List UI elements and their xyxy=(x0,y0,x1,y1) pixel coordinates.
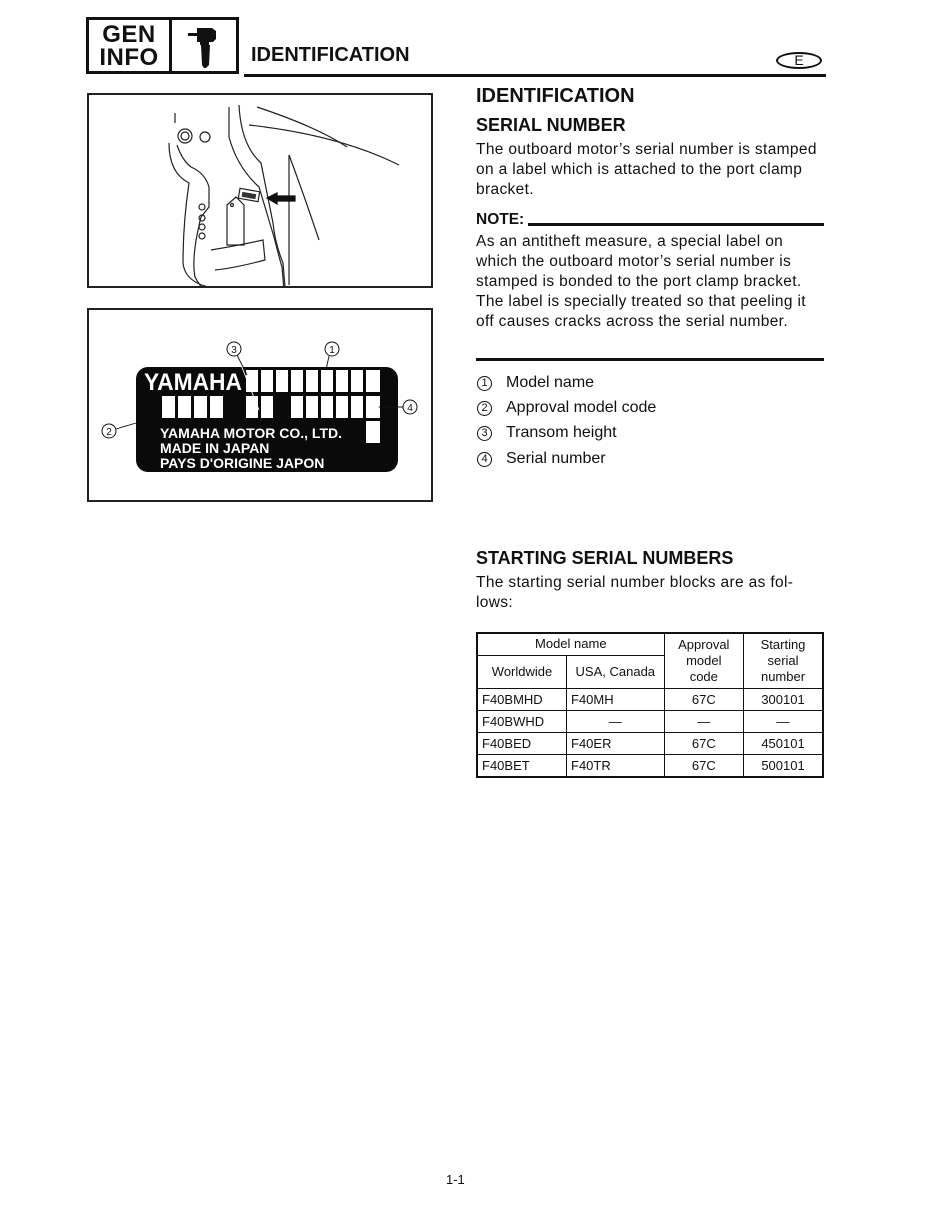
header-text: serial xyxy=(767,652,799,668)
cell-approval-code: — xyxy=(664,710,743,732)
svg-text:MADE IN JAPAN: MADE IN JAPAN xyxy=(160,440,270,456)
cell-starting-serial: 500101 xyxy=(744,754,823,777)
cell-worldwide: F40BET xyxy=(477,754,567,777)
outboard-motor-icon xyxy=(175,20,236,71)
cell-worldwide: F40BMHD xyxy=(477,688,567,710)
svg-text:2: 2 xyxy=(106,427,112,438)
cell-usa-canada: F40ER xyxy=(567,732,665,754)
header-starting-serial-number xyxy=(744,633,823,688)
header-worldwide: Worldwide xyxy=(477,655,567,688)
legend-label: Transom height xyxy=(506,424,617,441)
callout-number-icon: 2 xyxy=(477,401,492,416)
page-number: 1-1 xyxy=(446,1172,465,1187)
starting-serial-text xyxy=(476,573,824,613)
legend-item xyxy=(477,450,777,468)
legend-label: Model name xyxy=(506,374,595,391)
legend-item xyxy=(477,374,777,392)
svg-text:4: 4 xyxy=(407,403,413,414)
table-row xyxy=(477,754,823,777)
callout-number-icon: 1 xyxy=(477,376,492,391)
svg-text:YAMAHA: YAMAHA xyxy=(144,369,242,396)
note-text: As an antitheft measure, a special label on which the outboard motor’s serial number is stamped is bonded to the port clamp bracket. The label is specially treated so that peeling it off causes cracks across the serial number. xyxy=(476,233,806,330)
legend-label: Serial number xyxy=(506,450,606,467)
table-row xyxy=(477,732,823,754)
legend-item xyxy=(477,399,777,417)
svg-text:PAYS D'ORIGINE JAPON: PAYS D'ORIGINE JAPON xyxy=(160,455,325,471)
header-text: number xyxy=(760,668,806,684)
callout-number-icon: 4 xyxy=(477,452,492,467)
cell-starting-serial: 450101 xyxy=(744,732,823,754)
table-row xyxy=(477,688,823,710)
cell-approval-code: 67C xyxy=(664,732,743,754)
svg-text:YAMAHA MOTOR CO., LTD.: YAMAHA MOTOR CO., LTD. xyxy=(160,425,342,441)
table-header-row xyxy=(477,633,823,655)
legend-label: Approval model code xyxy=(506,399,657,416)
header-text: Approval xyxy=(678,636,730,652)
cell-usa-canada: — xyxy=(567,710,665,732)
cell-worldwide: F40BED xyxy=(477,732,567,754)
cell-starting-serial: — xyxy=(744,710,823,732)
svg-text:1: 1 xyxy=(329,345,335,356)
serial-label-figure xyxy=(87,308,433,502)
legend-item xyxy=(477,424,777,442)
starting-serial-heading: STARTING SERIAL NUMBERS xyxy=(476,548,734,568)
cell-usa-canada: F40TR xyxy=(567,754,665,777)
section-label xyxy=(89,20,172,71)
cell-worldwide: F40BWHD xyxy=(477,710,567,732)
header-text: Starting xyxy=(760,636,806,652)
section-label-line2: INFO xyxy=(99,44,159,71)
section-label-line1: GEN xyxy=(102,21,156,48)
header-rule xyxy=(244,74,826,77)
starting-serial-text-line2: lows: xyxy=(476,594,514,611)
note-end-rule xyxy=(476,358,824,361)
section-tab xyxy=(86,17,239,74)
header-text: model xyxy=(686,652,722,668)
section-heading: IDENTIFICATION xyxy=(476,85,635,107)
header-approval-model-code xyxy=(664,633,743,688)
cell-starting-serial: 300101 xyxy=(744,688,823,710)
language-badge: E xyxy=(776,52,822,69)
starting-serial-table xyxy=(476,632,824,778)
note-rule xyxy=(528,223,824,226)
subsection-heading: SERIAL NUMBER xyxy=(476,115,626,135)
table-row xyxy=(477,710,823,732)
cell-approval-code: 67C xyxy=(664,688,743,710)
note-label: NOTE: xyxy=(476,211,525,228)
note-header xyxy=(476,211,824,229)
clamp-bracket-figure xyxy=(87,93,433,288)
cell-approval-code: 67C xyxy=(664,754,743,777)
callout-number-icon: 3 xyxy=(477,426,492,441)
svg-text:3: 3 xyxy=(231,345,237,356)
cell-usa-canada: F40MH xyxy=(567,688,665,710)
header-model-name: Model name xyxy=(477,633,664,655)
header-text: code xyxy=(689,668,718,684)
header-usa-canada: USA, Canada xyxy=(567,655,665,688)
page-title: IDENTIFICATION xyxy=(251,44,410,66)
starting-serial-text-line1: The starting serial number blocks are as fol- xyxy=(476,574,794,591)
intro-paragraph: The outboard motor’s serial number is stamped on a label which is attached to the port clamp bracket. xyxy=(476,141,817,198)
